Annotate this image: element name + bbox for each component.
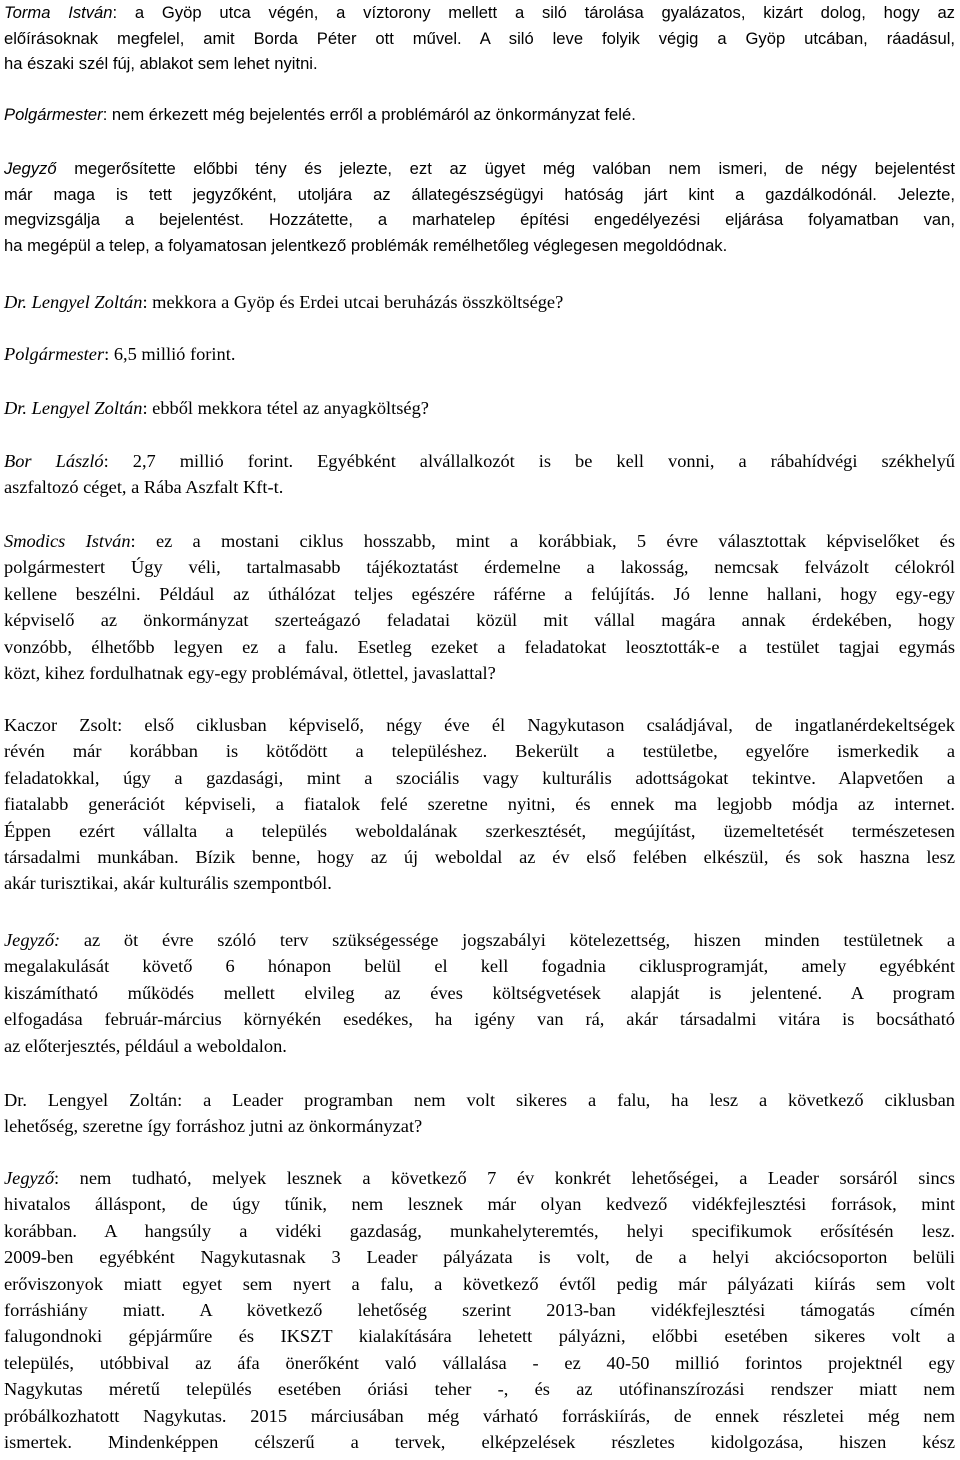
text-line: Éppen ezért vállalta a település weboldalának szerkesztését, megújítást, üzemeltetését természetesen [4, 820, 955, 841]
speaker-name: Dr. Lengyel Zoltán [4, 1090, 178, 1110]
text-line: ismertek. Mindenképpen célszerű a tervek, elképzelések részletes kidolgozása, hiszen kész [4, 1432, 955, 1453]
text-line: az előterjesztés, például a weboldalon. [4, 1035, 287, 1056]
text-line: Jegyző: az öt évre szóló terv szükségessége jogszabályi kötelezettség, hiszen minden testületnek a [4, 930, 955, 950]
text-line: erőviszonyok miatt egyet sem nyert a falu, a következő évtől pedig már pályázati kiírás sem volt [4, 1273, 955, 1294]
paragraph-lengyel-3 [4, 1087, 955, 1140]
paragraph-bor-laszlo [4, 448, 955, 501]
speaker-name: Polgármester [4, 344, 105, 364]
text-line: hivatalos álláspont, de úgy tűnik, nem lesznek már olyan kedvező vidékfejlesztési források, mint [4, 1194, 955, 1215]
paragraph-torma-istvan [4, 0, 955, 77]
text-line: fiatalabb generációt képviseli, a fiatalok felé szeretne nyitni, és ennek ma legjobb módja az internet. [4, 794, 955, 815]
speaker-name: Dr. Lengyel Zoltán [4, 398, 143, 418]
text-line: Smodics István: ez a mostani ciklus hosszabb, mint a korábbiak, 5 évre választottak képviselőket és [4, 531, 955, 551]
paragraph-lengyel-1 [4, 289, 955, 315]
text-line: aszfaltozó céget, a Rába Aszfalt Kft-t. [4, 477, 284, 498]
text-line: révén már korábban is kötődött a településhez. Bekerült a testületbe, egyelőre ismerkedik a [4, 741, 955, 762]
paragraph-jegyzo-2 [4, 927, 955, 1059]
text-line: megalakulását követő 6 hónapon belül el kell fogadnia ciklusprogramját, amely egyébként [4, 956, 955, 977]
paragraph-polgarmester-2 [4, 341, 955, 367]
text-line: kiszámítható működés mellett elvileg az éves költségvetések alapját is jelentené. A program [4, 982, 955, 1003]
text-line: társadalmi munkában. Bízik benne, hogy az új weboldal az év első felében elkészül, és sok haszna lesz [4, 847, 955, 868]
text-line: Polgármester: nem érkezett még bejelentés erről a problémáról az önkormányzat felé. [4, 105, 636, 124]
text-line: Dr. Lengyel Zoltán: mekkora a Gyöp és Erdei utcai beruházás összköltsége? [4, 292, 564, 312]
text-line: Dr. Lengyel Zoltán: a Leader programban nem volt sikeres a falu, ha lesz a következő ciklusban [4, 1090, 955, 1110]
text-line: Dr. Lengyel Zoltán: ebből mekkora tétel az anyagköltség? [4, 398, 429, 418]
speaker-name: Kaczor Zsolt [4, 715, 118, 735]
paragraph-jegyzo-3 [4, 1165, 955, 1455]
speaker-name: Smodics István [4, 531, 131, 551]
text-line: akár turisztikai, akár kulturális szempontból. [4, 873, 332, 894]
text-line: korábban. A hangsúly a vidéki gazdaság, munkahelyteremtés, helyi specifikumok erősítésén lesz. [4, 1220, 955, 1241]
text-line: Torma István: a Gyöp utca végén, a víztorony mellett a siló tárolása gyalázatos, kizárt dolog, hogy az [4, 3, 955, 22]
text-line: elfogadása február-március környékén esedékes, ha igény van rá, akár társadalmi vitára is bocsátható [4, 1009, 955, 1030]
text-line: polgármestert Úgy véli, tartalmasabb tájékoztatást érdemelne a lakosság, nemcsak felvázolt célokról [4, 557, 955, 578]
text-line: forráshiány miatt. A következő lehetőség szerint 2013-ban vidékfejlesztési támogatás címén [4, 1300, 955, 1321]
speaker-name: Jegyző [4, 1168, 55, 1188]
text-line: kellene beszélni. Például az úthálózat teljes egészére ráférne a felújítás. Jó lenne hallani, hogy egy-egy [4, 583, 955, 604]
text-line: Bor László: 2,7 millió forint. Egyébként alvállalkozót is be kell vonni, a rábahídvégi székhelyű [4, 451, 955, 471]
text-line: Jegyző megerősítette előbbi tény és jelezte, ezt az ügyet még valóban nem ismeri, de négy bejelentést [4, 159, 955, 178]
paragraph-smodics-istvan [4, 528, 955, 686]
text-line: Jegyző: nem tudható, melyek lesznek a következő 7 év konkrét lehetőségei, a Leader sorsáról sincs [4, 1168, 955, 1188]
text-line: előírásoknak megfelel, amit Borda Péter ott művel. A siló leve folyik végig a Gyöp utcában, ráadásul, [4, 28, 955, 48]
text-line: település, utóbbival az áfa önerőként való vállalása - ez 40-50 millió forintos projektnél egy [4, 1352, 955, 1373]
text-line: ha északi szél fúj, ablakot sem lehet nyitni. [4, 54, 318, 73]
text-line: ha megépül a telep, a folyamatosan jelentkező problémák remélhetőleg véglegesen megoldódnak. [4, 235, 728, 255]
text-line: lehetőség, szeretne így forráshoz jutni az önkormányzat? [4, 1116, 423, 1137]
text-line: próbálkozhatott Nagykutas. 2015 márciusában még várható forráskiírás, de ennek részletei még nem [4, 1405, 955, 1426]
paragraph-lengyel-2 [4, 395, 955, 421]
text-line: képviselő az önkormányzat szerteágazó feladatai közül mit vállal magára annak érdekében, hogy [4, 610, 955, 631]
text-line: feladatokkal, úgy a gazdasági, mint a szociális vagy kulturális adottságokat tekintve. Alapvetően a [4, 767, 955, 788]
speaker-name: Torma István [4, 3, 113, 22]
speaker-name: Polgármester [4, 105, 103, 124]
paragraph-jegyzo-1 [4, 156, 955, 258]
text-line: Kaczor Zsolt: első ciklusban képviselő, négy éve él Nagykutason családjával, de ingatlanérdekeltségek [4, 715, 955, 735]
text-line: Polgármester: 6,5 millió forint. [4, 344, 236, 364]
text-line: közt, kihez fordulhatnak egy-egy problémával, ötlettel, javaslattal? [4, 663, 496, 684]
speaker-name: Dr. Lengyel Zoltán [4, 292, 143, 312]
text-line: már maga is tett jegyzőként, utoljára az állategészségügyi hatóság járt kint a gazdálkodónál. Jelezte, [4, 184, 955, 204]
paragraph-kaczor-zsolt [4, 712, 955, 897]
text-line: falugondnoki gépjárműre és IKSZT kialakítására lehetett pályázni, előbbi esetében sikeres volt a [4, 1326, 955, 1347]
text-line: vonzóbb, élhetőbb legyen ez a falu. Esetleg ezeket a feladatokat leosztották-e a testület tagjai egymás [4, 636, 955, 657]
paragraph-polgarmester-1 [4, 102, 955, 128]
text-line: megvizsgálja a bejelentést. Hozzátette, a marhatelep építési engedélyezési eljárása folyamatban van, [4, 210, 955, 229]
speaker-name: Bor László [4, 451, 104, 471]
text-line: 2009-ben egyébként Nagykutasnak 3 Leader pályázata is volt, de a helyi akciócsoporton belüli [4, 1247, 955, 1268]
speaker-name: Jegyző: [4, 930, 61, 950]
text-line: Nagykutas méretű település esetében óriási teher -, és az utófinanszírozási rendszer miatt nem [4, 1379, 955, 1400]
speaker-name: Jegyző [4, 159, 57, 178]
